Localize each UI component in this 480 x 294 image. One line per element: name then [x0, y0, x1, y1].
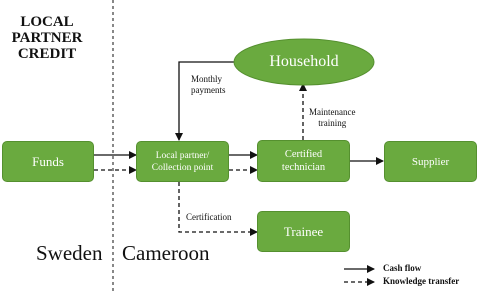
node-trainee: [257, 211, 350, 252]
node-funds-label: Funds: [32, 153, 64, 169]
title-line-1: LOCAL PARTNER CREDIT: [11, 14, 83, 62]
node-supplier-label: Supplier: [411, 155, 450, 168]
node-certified-technician: [257, 140, 350, 182]
node-certified-technician-label: Certified technician: [281, 149, 326, 173]
node-funds: [2, 141, 94, 182]
edge-partner-trainee-knowledge: [179, 182, 257, 232]
node-local-partner: [136, 141, 229, 182]
node-household: [234, 39, 374, 85]
node-household-label: Household: [269, 53, 339, 70]
edge-label-monthly-payments: Monthly payments: [191, 74, 226, 95]
diagram-title: [4, 14, 90, 62]
edge-label-certification: Certification: [186, 212, 232, 222]
region-label-sweden: Sweden: [36, 241, 103, 265]
edge-label-maintenance-training: Maintenance training: [309, 107, 356, 128]
legend-knowledge-transfer-label: Knowledge transfer: [383, 276, 460, 286]
region-label-cameroon: Cameroon: [122, 241, 210, 265]
node-trainee-label: Trainee: [283, 223, 324, 239]
legend-cash-flow-label: Cash flow: [383, 263, 422, 273]
node-local-partner-label: Local partner/ Collection point: [151, 150, 214, 173]
node-supplier: [384, 141, 477, 182]
